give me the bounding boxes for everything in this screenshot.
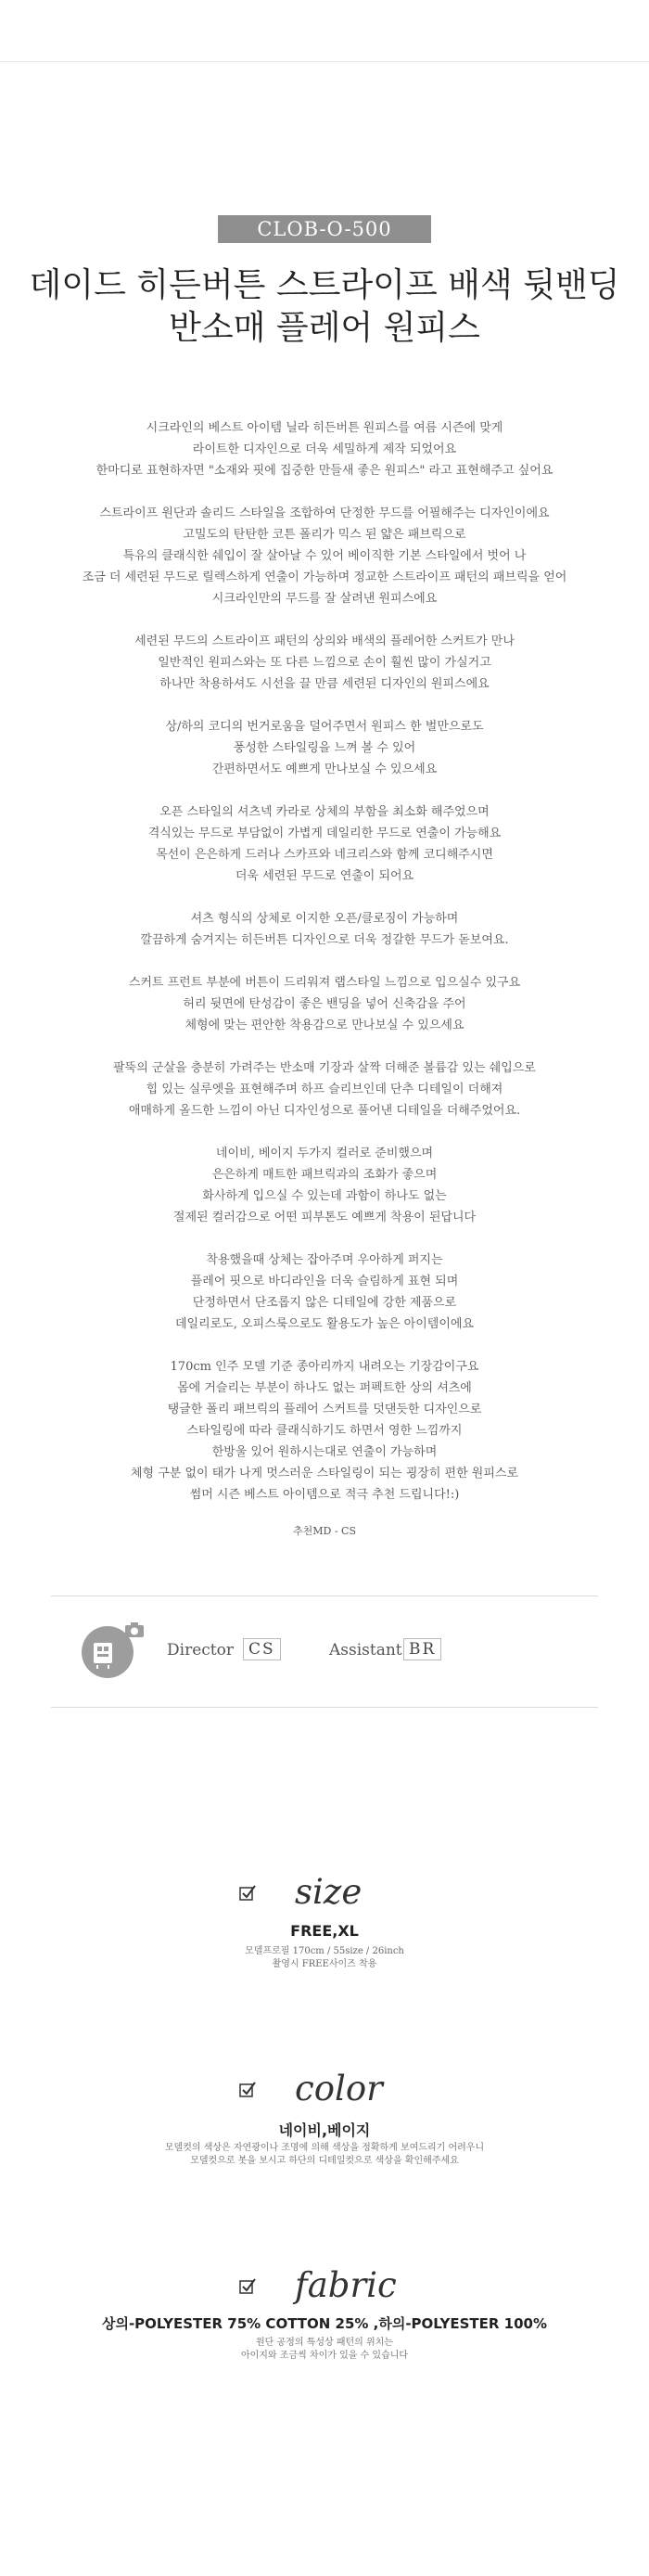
- description-line: 애매하게 올드한 느낌이 아닌 디자인성으로 풀어낸 디테일을 더해주었어요.: [128, 1104, 521, 1118]
- description-line: 허리 뒷면에 탄성감이 좋은 밴딩을 넣어 신축감을 주어: [183, 997, 466, 1011]
- camera-icon: [124, 1621, 145, 1638]
- size-value: FREE,XL: [290, 1922, 359, 1940]
- description-line: 체형 구분 없이 태가 나게 멋스러운 스타일링이 되는 굉장히 편한 원피스로: [130, 1467, 519, 1480]
- description-line: 착용했을때 상체는 잡아주며 우아하게 퍼지는: [206, 1253, 443, 1267]
- size-title: size: [295, 1872, 363, 1912]
- description-line: 격식있는 무드로 부담없이 가볍게 데일리한 무드로 연출이 가능해요: [147, 827, 502, 840]
- description-paragraph: [0, 503, 649, 609]
- description-line: 한방울 있어 원하시는대로 연출이 가능하며: [211, 1445, 438, 1459]
- fabric-notes: [0, 2337, 649, 2363]
- note-line: 원단 공정의 특성상 패턴의 위치는: [256, 2338, 393, 2348]
- description-line: 스타일링에 따라 클래식하기도 하면서 영한 느낌까지: [186, 1424, 463, 1438]
- description-line: 썸머 시즌 베스트 아이템으로 적극 추천 드립니다!:): [189, 1488, 460, 1502]
- description-line: 상/하의 코디의 번거로움을 덜어주면서 원피스 한 벌만으로도: [165, 720, 484, 734]
- note-line: 모델컷으로 봇을 보시고 하단의 디테일컷으로 색상을 확인해주세요: [190, 2156, 459, 2166]
- note-line: 아이지와 조금씩 차이가 있을 수 있습니다: [240, 2351, 409, 2361]
- description-line: 조금 더 세련된 무드로 릴렉스하게 연출이 가능하며 정교한 스트라이프 패턴의 패브릭을 얻어: [82, 570, 567, 584]
- description-line: 일반적인 원피스와는 또 다른 느낌으로 손이 훨씬 많이 가실거고: [158, 656, 491, 670]
- description-line: 더욱 세련된 무드로 연출이 되어요: [235, 869, 414, 883]
- description-line: 한마디로 표현하자면 "소재와 핏에 집중한 만들새 좋은 원피스" 라고 표현해주고 싶어요: [95, 464, 554, 478]
- description-line: 스트라이프 원단과 솔리드 스타일을 조합하여 단정한 무드를 어필해주는 디자인이에요: [99, 506, 550, 520]
- product-description: [0, 417, 649, 1527]
- staff-divider-bottom: [51, 1707, 598, 1708]
- description-line: 하나만 착용하셔도 시선을 끌 만큼 세련된 디자인의 원피스에요: [159, 677, 490, 691]
- description-paragraph: [0, 972, 649, 1036]
- description-paragraph: [0, 1356, 649, 1506]
- color-value: 네이비,베이지: [278, 2121, 371, 2139]
- description-line: 체형에 맞는 편안한 착용감으로 만나보실 수 있으세요: [185, 1019, 464, 1032]
- color-title: color: [295, 2069, 383, 2108]
- description-paragraph: [0, 716, 649, 780]
- description-paragraph: [0, 908, 649, 951]
- product-code-badge: CLOB-O-500: [218, 215, 431, 243]
- description-line: 목선이 은은하게 드러나 스카프와 네크리스와 함께 코디해주시면: [156, 848, 493, 862]
- description-line: 데일리로도, 오피스룩으로도 활용도가 높은 아이템이에요: [174, 1317, 475, 1331]
- description-line: 오픈 스타일의 셔츠넥 카라로 상체의 부함을 최소화 해주었으며: [159, 805, 490, 819]
- fabric-value: 상의-POLYESTER 75% COTTON 25% ,하의-POLYESTER 100%: [101, 2315, 548, 2332]
- checkbox-icon: [239, 1885, 256, 1902]
- fabric-heading: [0, 2263, 649, 2308]
- director-value: CS: [243, 1638, 281, 1660]
- description-line: 세련된 무드의 스트라이프 패턴의 상의와 배색의 플레어한 스커트가 만나: [134, 634, 515, 648]
- description-line: 힙 있는 실루엣을 표현해주며 하프 슬리브인데 단추 디테일이 더해져: [146, 1083, 503, 1096]
- description-line: 몸에 거슬리는 부분이 하나도 없는 퍼펙트한 상의 셔츠에: [177, 1381, 472, 1395]
- description-line: 시크라인만의 무드를 잘 살려낸 원피스에요: [211, 592, 438, 606]
- description-line: 깔끔하게 숨겨지는 히든버튼 디자인으로 더욱 정갈한 무드가 돋보여요.: [140, 933, 509, 947]
- md-credit: 추천MD - CS: [293, 1525, 356, 1537]
- description-line: 플레어 핏으로 바디라인을 더욱 슬림하게 표현 되며: [190, 1275, 459, 1288]
- description-line: 화사하게 입으실 수 있는데 과함이 하나도 없는: [202, 1189, 447, 1203]
- size-heading: [0, 1870, 649, 1915]
- description-line: 170cm 인주 모델 기준 종아리까지 내려오는 기장감이구요: [170, 1360, 479, 1374]
- title-line: 데이드 히든버튼 스트라이프 배색 뒷밴딩: [29, 266, 620, 304]
- note-line: 모델컷의 색상은 자연광이나 조명에 의해 색상을 정확하게 보여드리기 어려우니: [164, 2143, 485, 2153]
- note-line: 촬영시 FREE사이즈 착용: [272, 1959, 377, 1969]
- description-paragraph: [0, 631, 649, 695]
- description-paragraph: [0, 1057, 649, 1121]
- description-line: 네이비, 베이지 두가지 컬러로 준비했으며: [215, 1147, 434, 1160]
- description-line: 팔뚝의 군살을 충분히 가려주는 반소매 기장과 살짝 더해준 볼륨감 있는 쉐입으로: [113, 1061, 536, 1075]
- note-line: 모델프로필 170cm / 55size / 26inch: [245, 1946, 404, 1956]
- description-paragraph: [0, 417, 649, 481]
- description-line: 절제된 컬러감으로 어떤 피부톤도 예쁘게 착용이 된답니다: [172, 1211, 477, 1224]
- description-paragraph: [0, 1143, 649, 1228]
- description-line: 단정하면서 단조롭지 않은 디테일에 강한 제품으로: [192, 1296, 457, 1310]
- description-line: 은은하게 매트한 패브릭과의 조화가 좋으며: [211, 1168, 438, 1182]
- director-label: Director: [167, 1641, 234, 1660]
- title-line: 반소매 플레어 원피스: [169, 309, 480, 347]
- product-title: [0, 264, 649, 350]
- description-line: 스커트 프런트 부분에 버튼이 드리워져 랩스타일 느낌으로 입으실수 있구요: [128, 976, 521, 990]
- checkbox-icon: [239, 2278, 256, 2295]
- top-divider: [0, 61, 649, 62]
- checkbox-icon: [239, 2082, 256, 2098]
- description-paragraph: [0, 801, 649, 887]
- fabric-title: fabric: [295, 2265, 397, 2305]
- description-line: 고밀도의 탄탄한 코튼 폴리가 믹스 된 얇은 패브릭으로: [183, 528, 466, 542]
- description-line: 탱글한 폴리 패브릭의 플레어 스커트를 덧댄듯한 디자인으로: [167, 1403, 482, 1416]
- size-notes: [0, 1945, 649, 1971]
- description-line: 시크라인의 베스트 아이템 닐라 히든버튼 원피스를 여름 시즌에 맞게: [146, 421, 503, 435]
- assistant-label: Assistant: [329, 1641, 402, 1660]
- description-line: 특유의 클래식한 쉐입이 잘 살아날 수 있어 베이직한 기본 스타일에서 벗어 나: [122, 549, 527, 563]
- color-notes: [0, 2142, 649, 2168]
- assistant-value: BR: [403, 1638, 441, 1660]
- description-paragraph: [0, 1250, 649, 1335]
- description-line: 간편하면서도 예쁘게 만나보실 수 있으세요: [211, 763, 438, 776]
- description-line: 셔츠 형식의 상체로 이지한 오픈/클로징이 가능하며: [190, 912, 459, 926]
- description-line: 풍성한 스타일링을 느껴 볼 수 있어: [233, 741, 416, 755]
- description-line: 라이트한 디자인으로 더욱 세밀하게 제작 되었어요: [192, 442, 457, 456]
- color-heading: [0, 2067, 649, 2111]
